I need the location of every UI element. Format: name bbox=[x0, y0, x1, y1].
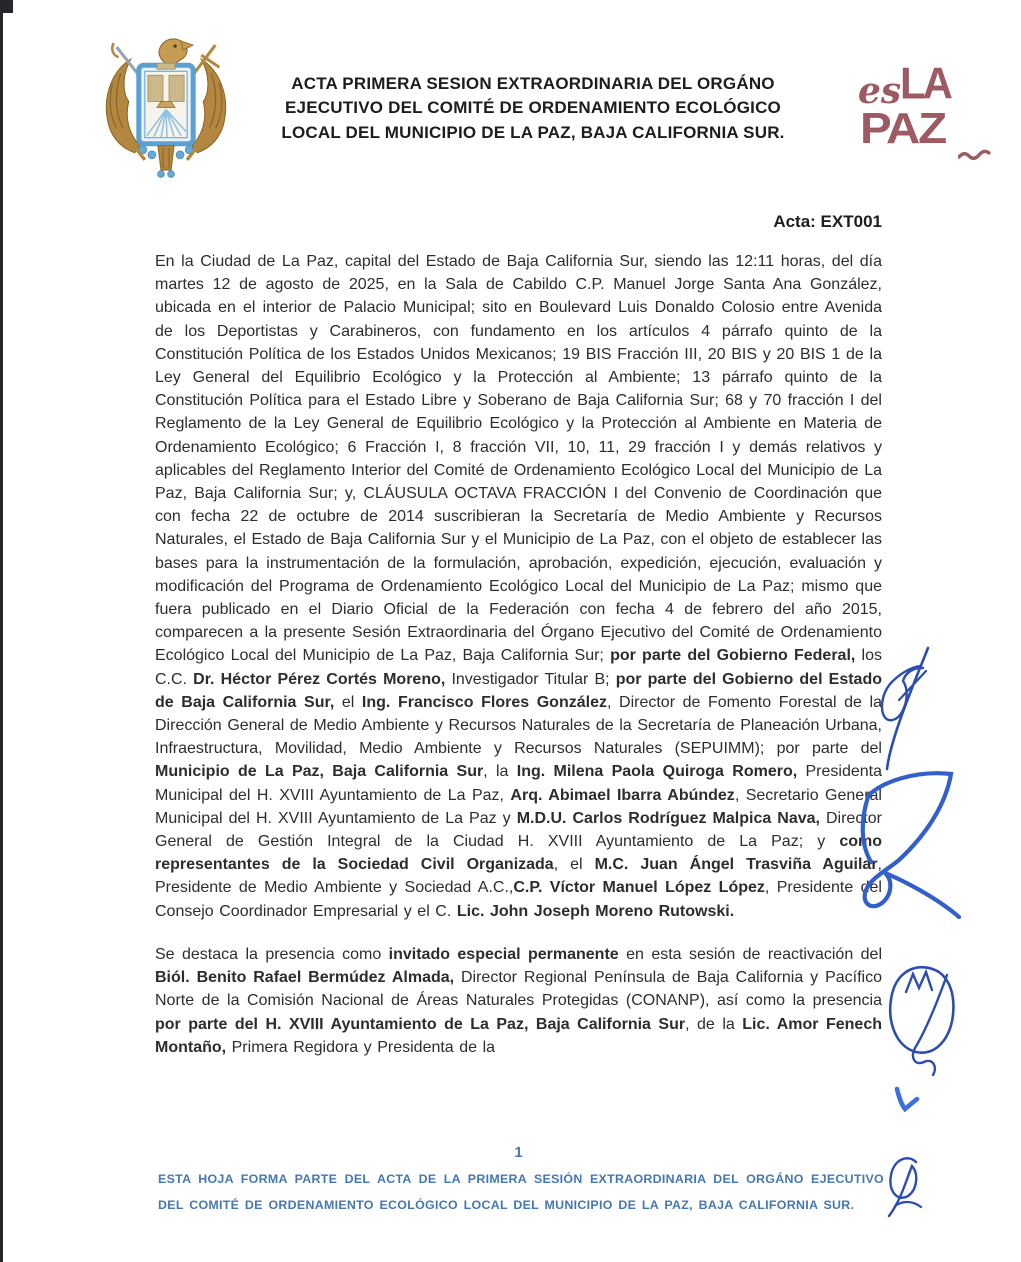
bold-text-segment: Ing. Milena Paola Quiroga Romero, bbox=[516, 763, 798, 781]
bold-text-segment: por parte del H. XVIII Ayuntamiento de La Paz, Baja California Sur bbox=[155, 1015, 686, 1033]
title-line-3: LOCAL DEL MUNICIPIO DE LA PAZ, BAJA CALIFORNIA SUR. bbox=[281, 122, 785, 142]
signature-oval-monogram-icon bbox=[890, 967, 953, 1075]
title-line-2: EJECUTIVO DEL COMITÉ DE ORDENAMIENTO ECOLÓGICO bbox=[285, 98, 781, 118]
bold-text-segment: Lic. Amor Fenech Montaño, bbox=[155, 1015, 882, 1056]
bold-text-segment: Dr. Héctor Pérez Cortés Moreno, bbox=[193, 670, 446, 688]
title-line-1: ACTA PRIMERA SESION EXTRAORDINARIA DEL ORGÁNO bbox=[291, 74, 775, 93]
loop-mark-icon bbox=[889, 1158, 921, 1216]
bold-text-segment: Lic. John Joseph Moreno Rutowski. bbox=[456, 902, 735, 920]
text-segment: , Presidente del Consejo Coordinador Empresarial y el C. bbox=[155, 879, 882, 920]
text-segment: el bbox=[334, 693, 362, 711]
eslapaz-logo bbox=[858, 58, 993, 167]
logo-paz-text: PAZ bbox=[860, 104, 946, 153]
logo-la-text: LA bbox=[900, 58, 950, 109]
text-segment: En la Ciudad de La Paz, capital del Estado de Baja California Sur, siendo las 12:11 horas, del día martes 12 de agosto de 2025, en la Sala de Cabildo C.P. Manuel Jorge Santa Ana González, ubicada en el interior de Palacio Municipal; sito en Boulevard Luis Donaldo Colosio entre Avenida de los Deportistas y Carabineros, con fundamento en los artículos 4 párrafo quinto de la Constitución Política de los Estados Unidos Mexicanos; 19 BIS Fracción III, 20 BIS y 20 BIS 1 de la Ley General del Equilibrio Ecológico y la Protección al Ambiente; 13 párrafo quinto de la Constitución Política para el Estado Libre y Soberano de Baja California Sur; 68 y 70 fracción I del Reglamento de la Ley General de Equilibrio Ecológico y la Protección al Ambiente en Materia de Ordenamiento Ecológico; 6 Fracción I, 8 fracción VII, 10, 11, 29 fracción I y demás relativos y aplicables del Reglamento Interior del Comité de Ordenamiento Ecológico Local del Municipio de La Paz, Baja California Sur; y, CLÁUSULA OCTAVA FRACCIÓN I del Convenio de Coordinación que con fecha 22 de octubre de 2014 suscribieran la Secretaría de Medio Ambiente y Recursos Naturales, el Estado de Baja California Sur y el Municipio de La Paz, con el objeto de establecer las bases para la instrumentación de la formulación, aprobación, expedición, ejecución, evaluación y modificación del Programa de Ordenamiento Ecológico Local del Municipio de La Paz; mismo que fuera publicado en el Diario Oficial de la Federación con fecha 4 de febrero del año 2015, comparecen a la presente Sesión Extraordinaria del Órgano Ejecutivo del Comité de Ordenamiento Ecológico Local del Municipio de La Paz, Baja California Sur; bbox=[155, 253, 882, 665]
acta-number: Acta: EXT001 bbox=[773, 212, 882, 231]
text-segment: , Secretario General Municipal del H. XVIII Ayuntamiento de La Paz y bbox=[155, 786, 882, 827]
bold-text-segment: como representantes de la Sociedad Civil Organizada bbox=[155, 833, 882, 874]
text-segment: Primera Regidora y Presidenta de la bbox=[226, 1038, 496, 1056]
bold-text-segment: M.C. Juan Ángel Trasviña Aguilar bbox=[594, 856, 878, 874]
bold-text-segment: invitado especial permanente bbox=[388, 945, 619, 963]
paragraph bbox=[155, 250, 882, 923]
text-segment: , Director de Fomento Forestal de la Dirección General de Medio Ambiente y Recursos Naturales de la Secretaría de Planeación Urbana, Infraestructura, Movilidad, Medio Ambiente y Recursos Naturales (SEPUIMM); por parte del bbox=[155, 693, 882, 758]
text-segment: , Presidente de Medio Ambiente y Sociedad A.C., bbox=[155, 856, 882, 897]
bold-text-segment: C.P. Víctor Manuel López López bbox=[513, 879, 765, 897]
text-segment: Director Regional Península de Baja California y Pacífico Norte de la Comisión Nacional de Áreas Naturales Protegidas (CONANP), así como la presencia bbox=[155, 969, 882, 1010]
bold-text-segment: M.D.U. Carlos Rodríguez Malpica Nava, bbox=[516, 809, 820, 827]
paragraph bbox=[155, 943, 882, 1059]
scan-corner-artifact bbox=[0, 0, 13, 13]
logo-es-text: es bbox=[858, 70, 902, 112]
bold-text-segment: Arq. Abimael Ibarra Abúndez bbox=[510, 786, 735, 804]
document-body bbox=[155, 250, 882, 1079]
footer-note: ESTA HOJA FORMA PARTE DEL ACTA DE LA PRIMERA SESIÓN EXTRAORDINARIA DEL ORGÁNO EJECUTIVO DEL COMITÉ DE ORDENAMIENTO ECOLÓGICO LOCAL DEL MUNICIPIO DE LA PAZ, BAJA CALIFORNIA SUR. bbox=[158, 1172, 884, 1212]
bold-text-segment: por parte del Gobierno Federal, bbox=[610, 647, 856, 665]
text-segment: en esta sesión de reactivación del bbox=[618, 945, 883, 963]
text-segment: , el bbox=[553, 856, 595, 874]
bold-text-segment: Municipio de La Paz, Baja California Sur bbox=[155, 763, 484, 781]
signature-slash-monogram-icon bbox=[882, 648, 928, 769]
text-segment: , la bbox=[483, 763, 517, 781]
document-title bbox=[175, 72, 891, 145]
text-segment: , de la bbox=[685, 1015, 743, 1033]
bold-text-segment: Biól. Benito Rafael Bermúdez Almada, bbox=[155, 969, 455, 987]
logo-wave-icon bbox=[958, 148, 992, 162]
text-segment: Se destaca la presencia como bbox=[155, 945, 389, 963]
scan-edge-artifact bbox=[0, 0, 3, 1262]
page-number: 1 bbox=[514, 1144, 523, 1161]
check-mark-icon bbox=[897, 1089, 917, 1109]
text-segment: Investigador Titular B; bbox=[445, 670, 616, 688]
text-segment: Presidenta Municipal del H. XVIII Ayuntamiento de La Paz, bbox=[155, 763, 882, 804]
text-segment: Director General de Gestión Integral de la Ciudad H. XVIII Ayuntamiento de La Paz; y bbox=[155, 809, 883, 851]
bold-text-segment: Ing. Francisco Flores González bbox=[361, 693, 607, 711]
text-segment: los C.C. bbox=[155, 647, 882, 688]
bold-text-segment: por parte del Gobierno del Estado de Baja California Sur, bbox=[155, 670, 882, 711]
